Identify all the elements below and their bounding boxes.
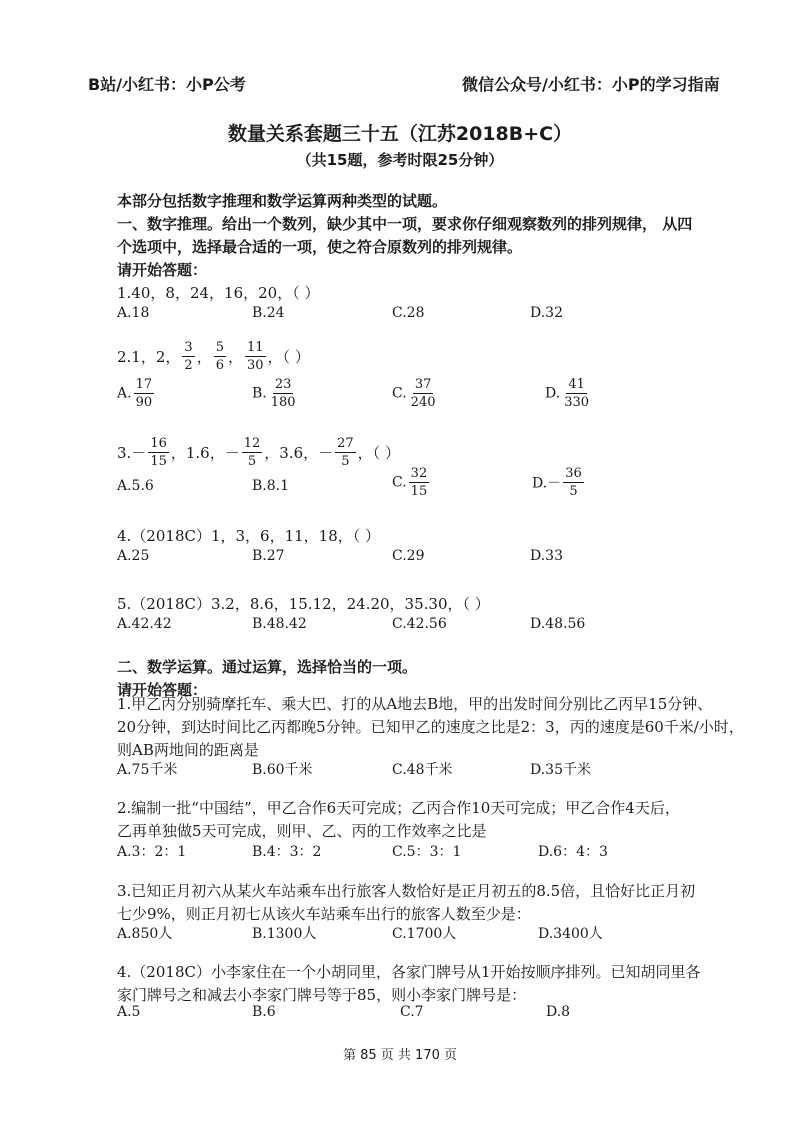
header-left: B站/小红书：小P公考 [88,75,246,94]
q2-option-d-den: 330 [564,395,590,410]
m3-option-d: D.3400人 [538,926,603,942]
q3-option-b: B.8.1 [252,478,290,494]
q2-fraction-2-num: 5 [215,340,224,355]
q4-option-c: C.29 [392,548,425,564]
q3-mid-2: ，3.6，－ [264,444,334,462]
q3-fraction-3 [335,436,356,469]
m3-line2: 七少9%，则正月初七从该火车站乘车出行的旅客人数至少是： [117,905,531,923]
q2-option-b-den: 180 [270,395,296,410]
m2-line1: 2.编制一批“中国结”，甲乙合作6天可完成；乙丙合作10天可完成；甲乙合作4天后， [117,799,680,817]
q4-option-a: A.25 [117,548,150,564]
q3-option-c-num: 32 [410,466,428,481]
q2-option-d: D. $\frac{41}{330}$ [545,377,590,410]
q3-fraction-2-num: 12 [243,436,261,451]
page-number: 第 85 页 共 170 页 [342,1048,458,1063]
m4-option-c: C.7 [400,1004,424,1020]
m2-option-c: C.5：3：1 [392,844,462,860]
m2-option-d: D.6：4：3 [538,844,608,860]
section1-start: 请开始答题： [117,261,208,279]
section1-heading-line1: 一、数字推理。给出一个数列，缺少其中一项，要求你仔细观察数列的排列规律， 从四 [117,215,693,233]
q1-option-a: A.18 [117,305,150,321]
q2-fraction-2 [214,340,226,373]
q3-fraction-2 [242,436,263,469]
m3-option-c: C.1700人 [392,926,457,942]
m2-option-a: A.3：2：1 [117,844,187,860]
q5-option-a: A.42.42 [117,616,172,632]
q2-option-a: A. $\frac{17}{90}$ [117,377,153,410]
q3-stem [117,436,400,469]
q3-fraction-3-den: 5 [341,454,350,469]
q1-option-d: D.32 [530,305,563,321]
m4-line2: 家门牌号之和减去小李家门牌号等于85，则小李家门牌号是： [117,986,527,1004]
page-subtitle: （共15题，参考时限25分钟） [296,151,504,169]
q2-prefix: 2.1，2， [117,348,181,366]
q3-fraction-1-num: 16 [150,436,167,451]
q3-fraction-2-den: 5 [247,454,257,469]
section2-start: 请开始答题： [117,681,208,699]
q2-fraction-1-den: 2 [184,358,193,373]
q2-suffix: ，（ ） [267,348,310,366]
m3-option-b: B.1300人 [252,926,317,942]
q3-fraction-3-num: 27 [337,436,354,451]
q3-option-d: D.－ $\frac{36}{5}$ [532,466,582,499]
section1-heading-line2: 个选项中，选择最合适的一项，使之符合原数列的排列规律。 [117,238,523,256]
q2-option-c-num: 37 [414,377,432,392]
q4-stem: 4.（2018C）1，3，6，11，18，（ ） [117,527,381,545]
header-right: 微信公众号/小红书：小P的学习指南 [462,75,720,94]
q2-fraction-3-num: 11 [247,340,264,355]
q2-option-d-num: 41 [568,377,585,392]
q2-fraction-3 [245,340,266,373]
q3-option-d-num: 36 [565,466,582,481]
q2-option-a-den: 90 [135,395,153,410]
q5-option-b: B.48.42 [252,616,307,632]
section2-heading: 二、数学运算。通过运算，选择恰当的一项。 [117,658,418,676]
q3-fraction-1 [148,436,169,469]
q1-option-c: C.28 [392,305,425,321]
q2-option-c: C. $\frac{37}{240}$ [392,377,436,410]
m1-option-b: B.60千米 [252,762,313,778]
q3-suffix: ，（ ） [357,444,400,462]
q3-fraction-1-den: 15 [150,454,167,469]
q3-option-a: A.5.6 [117,478,154,494]
q2-option-c-den: 240 [410,395,436,410]
m1-line3: 则AB两地间的距离是 [117,741,259,759]
q2-option-a-num: 17 [135,377,153,392]
m4-option-a: A.5 [117,1004,141,1020]
q4-option-b: B.27 [252,548,285,564]
m4-option-d: D.8 [546,1004,571,1020]
m1-option-c: C.48千米 [392,762,453,778]
q2-fraction-1-num: 3 [184,340,193,355]
q3-option-c-den: 15 [410,484,428,499]
q2-option-b: B. $\frac{23}{180}$ [252,377,296,410]
m3-line1: 3.已知正月初六从某火车站乘车出行旅客人数恰好是正月初五的8.5倍，且恰好比正月初 [117,882,696,900]
q1-stem: 1.40，8，24，16，20，（ ） [117,284,320,302]
q1-option-b: B.24 [252,305,285,321]
m1-option-a: A.75千米 [117,762,178,778]
q5-option-c: C.42.56 [392,616,447,632]
q3-mid-1: ，1.6，－ [170,444,240,462]
q5-stem: 5.（2018C）3.2，8.6，15.12，24.20，35.30，（ ） [117,595,490,613]
q3-option-c: C. $\frac{32}{15}$ [392,466,428,499]
m1-line1: 1.甲乙丙分别骑摩托车、乘大巴、打的从A地去B地，甲的出发时间分别比乙丙早15分钟、 [117,695,713,713]
q2-stem: 2.1，2， $\frac{3}{2}$ ， $\frac{5}{6}$ ， $\frac{11}{30}$ ，（ ） [117,340,310,373]
q3-option-d-den: 5 [569,484,578,499]
m3-option-a: A.850人 [117,926,173,942]
m4-line1: 4.（2018C）小李家住在一个小胡同里，各家门牌号从1开始按顺序排列。已知胡同里各 [117,963,701,981]
q2-option-b-num: 23 [274,377,292,392]
m1-option-d: D.35千米 [530,762,591,778]
q4-option-d: D.33 [530,548,563,564]
m4-option-b: B.6 [252,1004,276,1020]
q3-prefix: 3.－ [117,444,147,462]
m2-option-b: B.4：3：2 [252,844,322,860]
page-title: 数量关系套题三十五（江苏2018B+C） [227,123,573,145]
m1-line2: 20分钟，到达时间比乙丙都晚5分钟。已知甲乙的速度之比是2：3，丙的速度是60千米/小时， [117,718,744,736]
intro-text: 本部分包括数字推理和数学运算两种类型的试题。 [117,192,448,210]
q2-fraction-3-den: 30 [247,358,264,373]
q2-fraction-2-den: 6 [215,358,224,373]
q5-option-d: D.48.56 [530,616,586,632]
q2-fraction-1 [182,340,194,373]
m2-line2: 乙再单独做5天可完成，则甲、乙、丙的工作效率之比是 [117,822,487,840]
